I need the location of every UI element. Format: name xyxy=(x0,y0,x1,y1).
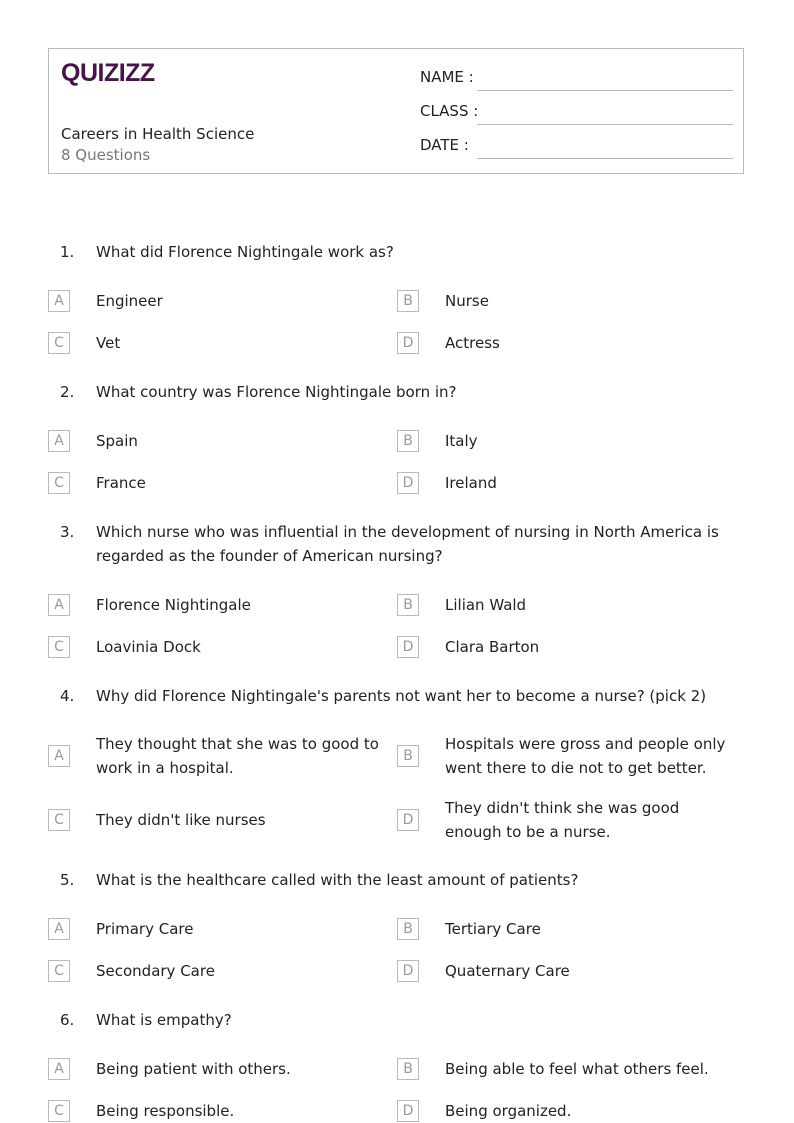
option-letter-box: C xyxy=(48,472,70,494)
option-letter-box: B xyxy=(397,430,419,452)
option-text: Tertiary Care xyxy=(445,920,541,938)
option-letter-box: A xyxy=(48,745,70,767)
option-letter-box: C xyxy=(48,1100,70,1122)
worksheet-title: Careers in Health Science xyxy=(61,125,255,143)
class-label: CLASS : xyxy=(420,102,479,120)
question-number: 5. xyxy=(60,871,75,889)
option-text: Loavinia Dock xyxy=(96,638,201,656)
question-text: Why did Florence Nightingale's parents not want her to become a nurse? (pick 2) xyxy=(96,687,707,705)
quizizz-logo: QUIZIZZ xyxy=(61,59,155,87)
option-text: Italy xyxy=(445,432,478,450)
option-text: They thought that she was to good to work in a hospital. xyxy=(96,735,379,777)
option-text: Quaternary Care xyxy=(445,962,570,980)
question-text: What is empathy? xyxy=(96,1011,232,1029)
option-text: Florence Nightingale xyxy=(96,596,251,614)
option-letter-box: A xyxy=(48,918,70,940)
option-text: Clara Barton xyxy=(445,638,540,656)
option-letter-box: A xyxy=(48,430,70,452)
option-text: Secondary Care xyxy=(96,962,215,980)
option-letter-box: B xyxy=(397,594,419,616)
question-number: 1. xyxy=(60,243,75,261)
option-text: Being organized. xyxy=(445,1102,572,1120)
option-letter-box: A xyxy=(48,1058,70,1080)
question-number: 2. xyxy=(60,383,75,401)
option-letter-box: D xyxy=(397,472,419,494)
option-text: They didn't think she was good enough to be a nurse. xyxy=(445,799,680,841)
option-text: Vet xyxy=(96,334,121,352)
option-letter-box: A xyxy=(48,290,70,312)
option-letter-box: B xyxy=(397,290,419,312)
option-text: Spain xyxy=(96,432,138,450)
worksheet-header xyxy=(48,48,744,174)
option-letter-box: D xyxy=(397,1100,419,1122)
question-text: What did Florence Nightingale work as? xyxy=(96,243,394,261)
option-text: Nurse xyxy=(445,292,489,310)
question-number: 4. xyxy=(60,687,75,705)
option-text: Being able to feel what others feel. xyxy=(445,1060,709,1078)
question-text: What is the healthcare called with the least amount of patients? xyxy=(96,871,579,889)
option-letter-box: D xyxy=(397,332,419,354)
option-text: France xyxy=(96,474,146,492)
option-letter-box: D xyxy=(397,636,419,658)
question-number: 3. xyxy=(60,523,75,541)
date-line[interactable] xyxy=(477,158,733,159)
option-letter-box: A xyxy=(48,594,70,616)
option-letter-box: D xyxy=(397,809,419,831)
option-text: Lilian Wald xyxy=(445,596,527,614)
option-text: Engineer xyxy=(96,292,163,310)
option-letter-box: B xyxy=(397,745,419,767)
question-text: What country was Florence Nightingale born in? xyxy=(96,383,457,401)
question-number: 6. xyxy=(60,1011,75,1029)
question-count: 8 Questions xyxy=(61,146,151,164)
option-text: Being patient with others. xyxy=(96,1060,291,1078)
name-line[interactable] xyxy=(477,90,733,91)
option-text: Being responsible. xyxy=(96,1102,235,1120)
option-letter-box: C xyxy=(48,636,70,658)
option-text: Primary Care xyxy=(96,920,194,938)
option-letter-box: C xyxy=(48,332,70,354)
question-text: Which nurse who was influential in the development of nursing in North America is regarded as the founder of American nursing? xyxy=(96,523,719,565)
class-line[interactable] xyxy=(477,124,733,125)
option-text: They didn't like nurses xyxy=(96,811,266,829)
option-letter-box: B xyxy=(397,918,419,940)
option-letter-box: C xyxy=(48,960,70,982)
option-text: Actress xyxy=(445,334,500,352)
date-label: DATE : xyxy=(420,136,469,154)
option-text: Ireland xyxy=(445,474,497,492)
option-letter-box: D xyxy=(397,960,419,982)
name-label: NAME : xyxy=(420,68,474,86)
option-letter-box: B xyxy=(397,1058,419,1080)
option-letter-box: C xyxy=(48,809,70,831)
option-text: Hospitals were gross and people only went there to die not to get better. xyxy=(445,735,726,777)
